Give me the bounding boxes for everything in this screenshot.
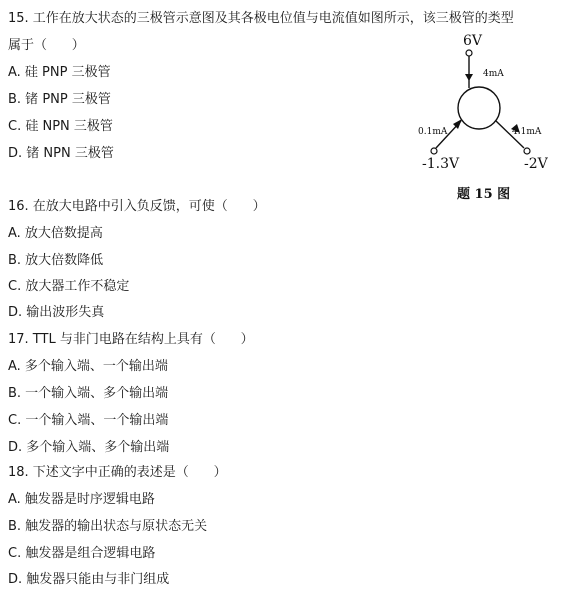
q15-option-b: B. 锗 PNP 三极管: [8, 92, 111, 107]
q17-option-d: D. 多个输入端、多个输出端: [8, 440, 170, 455]
transistor-figure: [400, 30, 565, 210]
q16-option-a: A. 放大倍数提高: [8, 226, 103, 241]
q16-stem: 16. 在放大电路中引入负反馈，可使（ ）: [8, 199, 266, 214]
top-terminal: [466, 50, 472, 56]
q18-option-a: A. 触发器是时序逻辑电路: [8, 492, 155, 507]
left-terminal: [431, 148, 437, 154]
right-current-label: 4.1mA: [512, 127, 542, 137]
left-current-label: 0.1mA: [418, 127, 448, 137]
q15-option-a: A. 硅 PNP 三极管: [8, 65, 111, 80]
figure-caption: 题 15 图: [457, 187, 511, 202]
q16-option-b: B. 放大倍数降低: [8, 253, 104, 268]
top-voltage-label: 6V: [463, 33, 483, 49]
right-terminal: [524, 148, 530, 154]
q15-option-d: D. 锗 NPN 三极管: [8, 146, 114, 161]
q17-option-b: B. 一个输入端、多个输出端: [8, 386, 169, 401]
q17-option-a: A. 多个输入端、一个输出端: [8, 359, 168, 374]
q18-option-c: C. 触发器是组合逻辑电路: [8, 546, 156, 561]
q16-option-d: D. 输出波形失真: [8, 305, 105, 320]
q15-stem-line2: 属于（ ）: [8, 38, 85, 53]
left-voltage-label: -1.3V: [422, 156, 460, 172]
q17-option-c: C. 一个输入端、一个输出端: [8, 413, 169, 428]
top-current-arrow-icon: [465, 74, 473, 81]
q18-stem: 18. 下述文字中正确的表述是（ ）: [8, 465, 227, 480]
right-voltage-label: -2V: [524, 156, 548, 172]
transistor-body: [458, 87, 500, 129]
q15-stem-line1: 15. 工作在放大状态的三极管示意图及其各极电位值与电流值如图所示，该三极管的类型: [8, 11, 514, 26]
q18-option-b: B. 触发器的输出状态与原状态无关: [8, 519, 208, 534]
top-current-label: 4mA: [483, 69, 504, 79]
q18-option-d: D. 触发器只能由与非门组成: [8, 572, 170, 587]
q16-option-c: C. 放大器工作不稳定: [8, 279, 130, 294]
q17-stem: 17. TTL 与非门电路在结构上具有（ ）: [8, 332, 254, 347]
q15-option-c: C. 硅 NPN 三极管: [8, 119, 113, 134]
